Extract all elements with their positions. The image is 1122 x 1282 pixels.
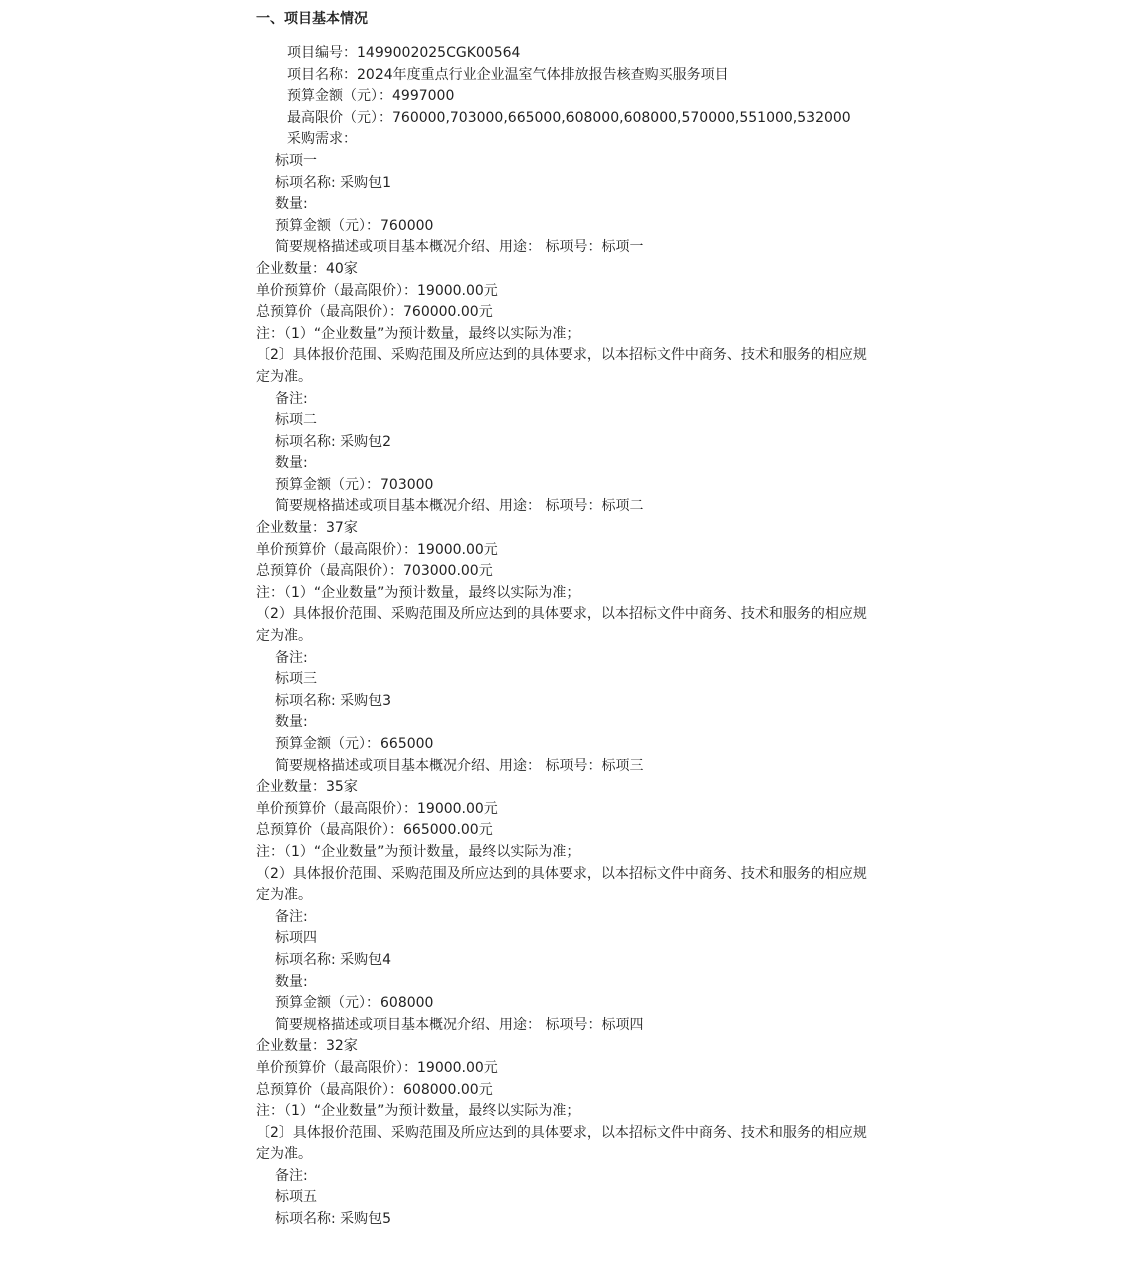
lot-budget: 预算金额（元）：665000: [275, 736, 434, 752]
lot-block: [256, 1187, 876, 1230]
lot-description: 简要规格描述或项目基本概况介绍、用途： 标项号：标项一: [275, 239, 644, 256]
lot-remark: 备注:: [275, 1167, 308, 1184]
lot-budget: 预算金额（元）：760000: [275, 217, 434, 234]
lot-quantity: 数量:: [275, 973, 308, 990]
lot-note-2: 〔2〕具体报价范围、采购范围及所应达到的具体要求，以本招标文件中商务、技术和服务的相应规定为准。: [256, 1124, 867, 1163]
lot-note-2: 〔2〕具体报价范围、采购范围及所应达到的具体要求，以本招标文件中商务、技术和服务的相应规定为准。: [256, 347, 867, 385]
lot-company-count: 企业数量：40家: [256, 260, 358, 277]
lot-block: [256, 669, 876, 928]
lot-note-1: 注：（1）“企业数量”为预计数量，最终以实际为准；: [256, 1103, 581, 1120]
lot-description: 简要规格描述或项目基本概况介绍、用途： 标项号：标项三: [275, 757, 644, 774]
project-info-section: [256, 8, 876, 1231]
lot-unit-price: 单价预算价（最高限价）：19000.00元: [256, 541, 498, 558]
lot-block: [256, 410, 876, 669]
lot-note-1: 注：（1）“企业数量”为预计数量，最终以实际为准；: [256, 584, 581, 601]
lot-description: 简要规格描述或项目基本概况介绍、用途： 标项号：标项四: [275, 1016, 644, 1033]
lot-description: 简要规格描述或项目基本概况介绍、用途： 标项号：标项二: [275, 498, 644, 515]
lot-block: [256, 928, 876, 1187]
lot-quantity: 数量:: [275, 455, 308, 472]
lot-total-price: 总预算价（最高限价）：608000.00元: [256, 1081, 493, 1098]
project-requirements: 采购需求：: [287, 131, 357, 148]
lot-title: 标项四: [275, 930, 317, 947]
section-heading: 一、项目基本情况: [256, 11, 368, 27]
lot-budget: 预算金额（元）：703000: [275, 476, 434, 493]
lot-quantity: 数量:: [275, 714, 308, 731]
lot-name: 标项名称: 采购包5: [275, 1211, 392, 1228]
lot-remark: 备注:: [275, 908, 308, 925]
lot-remark: 备注:: [275, 390, 308, 407]
lot-title: 标项五: [275, 1189, 317, 1206]
lot-note-1: 注：（1）“企业数量”为预计数量，最终以实际为准；: [256, 325, 581, 342]
lot-total-price: 总预算价（最高限价）：665000.00元: [256, 822, 493, 839]
lot-title: 标项二: [275, 412, 317, 429]
lot-note-1: 注：（1）“企业数量”为预计数量，最终以实际为准；: [256, 843, 581, 860]
project-max-price: 最高限价（元）：760000,703000,665000,608000,608000,570000,551000,532000: [287, 109, 851, 126]
lot-title: 标项三: [275, 671, 317, 688]
lot-note-2: （2）具体报价范围、采购范围及所应达到的具体要求，以本招标文件中商务、技术和服务的相应规定为准。: [256, 865, 867, 904]
lot-company-count: 企业数量：32家: [256, 1038, 358, 1055]
lot-quantity: 数量:: [275, 196, 308, 213]
lot-unit-price: 单价预算价（最高限价）：19000.00元: [256, 282, 498, 299]
lot-unit-price: 单价预算价（最高限价）：19000.00元: [256, 1059, 498, 1076]
lot-company-count: 企业数量：37家: [256, 520, 358, 537]
project-budget: 预算金额（元）：4997000: [287, 88, 455, 105]
lot-note-2: （2）具体报价范围、采购范围及所应达到的具体要求，以本招标文件中商务、技术和服务的相应规定为准。: [256, 606, 867, 645]
lot-company-count: 企业数量：35家: [256, 779, 358, 796]
lot-remark: 备注:: [275, 649, 308, 666]
lot-title: 标项一: [275, 152, 317, 169]
lot-name: 标项名称: 采购包2: [275, 433, 392, 450]
lot-budget: 预算金额（元）：608000: [275, 995, 434, 1012]
lot-name: 标项名称: 采购包1: [275, 174, 392, 191]
lot-total-price: 总预算价（最高限价）：703000.00元: [256, 563, 493, 580]
lot-total-price: 总预算价（最高限价）：760000.00元: [256, 304, 493, 321]
lot-unit-price: 单价预算价（最高限价）：19000.00元: [256, 800, 498, 817]
project-number: 项目编号：1499002025CGK00564: [287, 45, 521, 61]
project-name: 项目名称：2024年度重点行业企业温室气体排放报告核查购买服务项目: [287, 66, 729, 83]
lot-block: [256, 151, 876, 410]
lot-name: 标项名称: 采购包4: [275, 951, 392, 968]
lot-name: 标项名称: 采购包3: [275, 692, 392, 709]
